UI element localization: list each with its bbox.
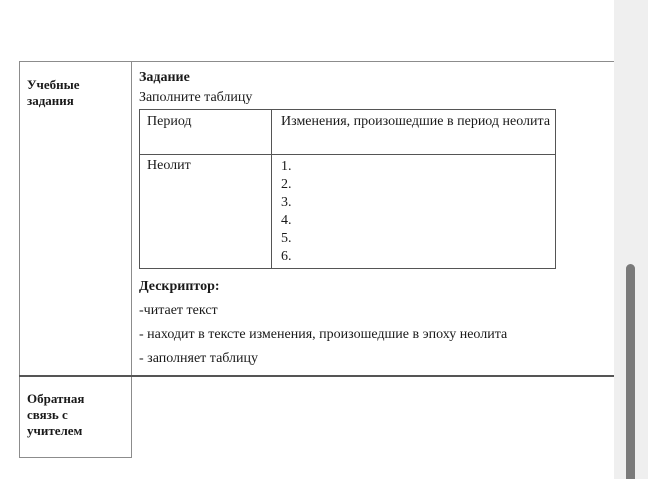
numbered-list	[281, 158, 292, 266]
header-period: Период	[147, 114, 192, 129]
list-item: 4.	[281, 213, 292, 228]
descriptor-item: -читает текст	[139, 303, 218, 318]
list-item: 6.	[281, 249, 292, 264]
row-period: Неолит	[147, 158, 191, 173]
header-changes: Изменения, произошедшие в период неолита	[281, 114, 551, 129]
list-item: 1.	[281, 159, 292, 174]
descriptor-item: - находит в тексте изменения, произошедшие в эпоху неолита	[139, 327, 508, 342]
list-item: 5.	[281, 231, 292, 246]
feedback-label: Обратная связь с учителем	[27, 391, 85, 438]
task-instruction: Заполните таблицу	[139, 90, 253, 105]
scrollbar-thumb[interactable]	[626, 264, 635, 479]
tasks-label: Учебные задания	[27, 77, 80, 108]
table-row-divider	[19, 375, 614, 377]
fill-table-column-divider	[271, 110, 272, 268]
task-title: Задание	[139, 70, 190, 85]
fill-table-row-divider	[140, 154, 555, 155]
descriptor-title: Дескриптор:	[139, 279, 220, 294]
list-item: 3.	[281, 195, 292, 210]
table-border-left	[19, 62, 20, 458]
table-border-bottom	[19, 457, 132, 458]
table-column-divider	[131, 62, 132, 458]
descriptor-item: - заполняет таблицу	[139, 351, 259, 366]
list-item: 2.	[281, 177, 292, 192]
fill-in-table	[139, 109, 556, 269]
